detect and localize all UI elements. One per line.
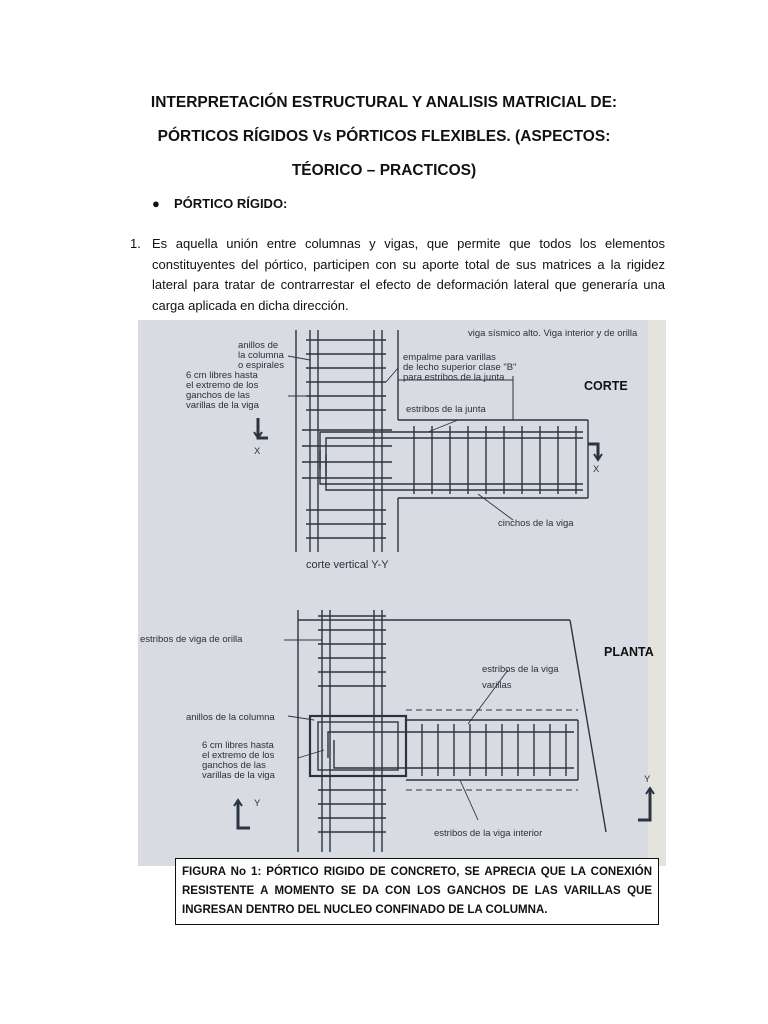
label-cinchos: cinchos de la viga <box>498 518 574 529</box>
bullet-dot-icon: ● <box>152 196 160 211</box>
label-estribos-junta: estribos de la junta <box>406 404 486 415</box>
bullet-item <box>152 196 287 211</box>
document-title-line-1: INTERPRETACIÓN ESTRUCTURAL Y ANALISIS MATRICIAL DE: <box>150 94 618 111</box>
figure-caption: FIGURA No 1: PÓRTICO RIGIDO DE CONCRETO, SE APRECIA QUE LA CONEXIÓN RESISTENTE A MOMENTO SE DA CON LOS GANCHOS DE LAS VARILLAS QUE INGRESAN DENTRO DEL NUCLEO CONFINADO DE LA COLUMNA. <box>175 858 659 925</box>
label-x-right: X <box>593 464 600 475</box>
corte-label: CORTE <box>584 379 628 393</box>
label-libres-top-4: varillas de la viga <box>186 400 259 411</box>
label-libres-bottom-3: ganchos de las <box>202 760 266 771</box>
label-anillos-columna-2: la columna <box>238 350 284 361</box>
document-title-line-2: PÓRTICOS RÍGIDOS Vs PÓRTICOS FLEXIBLES. (ASPECTOS: <box>157 128 611 145</box>
label-y-right: Y <box>644 774 651 785</box>
paragraph-text: Es aquella unión entre columnas y vigas, que permite que todos los elementos constituyentes del pórtico, participen con su aporte total de sus matrices a la rigidez lateral para tratar de contrarrestar el efecto de deformación lateral que generaría una carga aplicada en dicha dirección. <box>152 236 665 313</box>
figure-photo <box>138 320 666 866</box>
label-libres-top-2: el extremo de los <box>186 380 259 391</box>
label-empalme-3: para estribos de la junta <box>403 372 505 383</box>
label-anillos-columna: anillos de <box>238 340 279 351</box>
label-varillas: varillas <box>482 680 512 691</box>
label-x-left: X <box>254 446 261 457</box>
label-anillos-columna-3: o espirales <box>238 360 284 371</box>
label-libres-bottom-2: el extremo de los <box>202 750 275 761</box>
sketch-top-header: viga sísmico alto. Viga interior y de orilla <box>468 328 638 339</box>
label-estribos-interior: estribos de la viga interior <box>434 828 543 839</box>
label-estribos-orilla: estribos de viga de orilla <box>140 634 243 645</box>
label-empalme-2: de lecho superior clase "B" <box>403 362 517 373</box>
label-libres-top: 6 cm libres hasta <box>186 370 258 381</box>
label-libres-bottom: 6 cm libres hasta <box>202 740 274 751</box>
numbered-paragraph <box>130 234 665 316</box>
label-libres-top-3: ganchos de las <box>186 390 250 401</box>
label-y-left: Y <box>254 798 261 809</box>
label-anillos-columna-plan: anillos de la columna <box>186 712 275 723</box>
reinforcement-drawing <box>138 320 666 866</box>
label-corte-vertical: corte vertical Y-Y <box>306 559 389 571</box>
label-libres-bottom-4: varillas de la viga <box>202 770 275 781</box>
label-estribos-viga: estribos de la viga <box>482 664 559 675</box>
label-empalme: empalme para varillas <box>403 352 496 363</box>
planta-label: PLANTA <box>604 645 654 659</box>
paragraph-number: 1. <box>130 236 141 251</box>
bullet-label: PÓRTICO RÍGIDO: <box>174 196 288 211</box>
document-title-line-3: TÉORICO – PRACTICOS) <box>291 162 477 179</box>
